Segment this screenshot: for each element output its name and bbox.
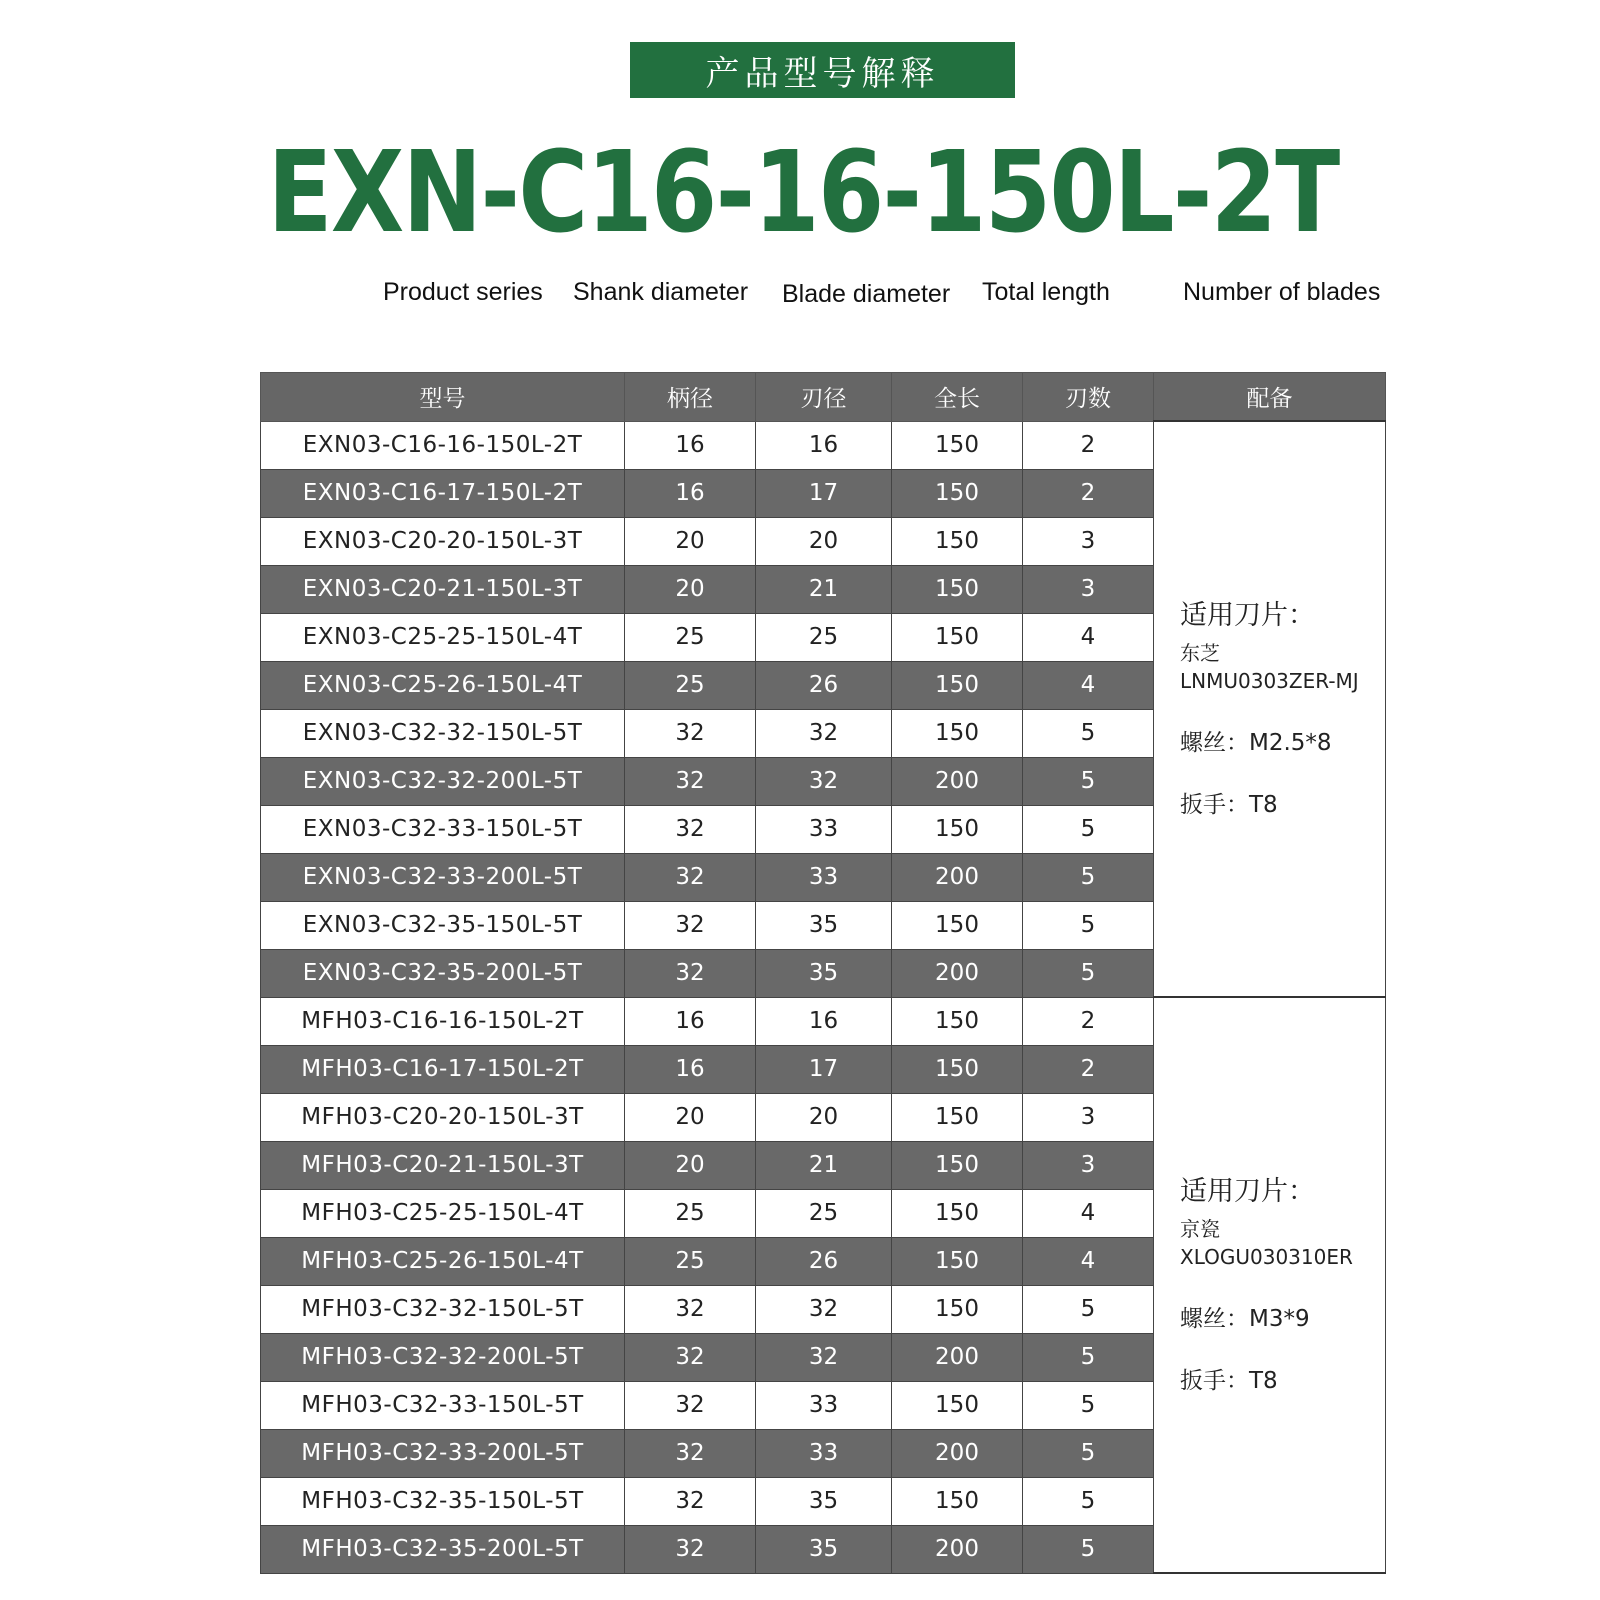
cell-shank: 32: [625, 853, 756, 901]
cell-model: EXN03-C32-32-200L-5T: [261, 757, 625, 805]
cell-blade-count: 2: [1023, 469, 1154, 517]
section-banner: [630, 42, 1015, 98]
cell-shank: 32: [625, 1333, 756, 1381]
accessory-brand: 京瓷: [1180, 1217, 1220, 1241]
cell-shank: 25: [625, 1189, 756, 1237]
cell-blade: 17: [756, 469, 892, 517]
cell-blade: 26: [756, 1237, 892, 1285]
cell-shank: 32: [625, 757, 756, 805]
cell-blade-count: 3: [1023, 565, 1154, 613]
table-body: [261, 421, 1386, 1573]
cell-model: EXN03-C20-21-150L-3T: [261, 565, 625, 613]
cell-model: EXN03-C16-16-150L-2T: [261, 421, 625, 469]
cell-model: MFH03-C16-16-150L-2T: [261, 997, 625, 1045]
cell-blade: 33: [756, 805, 892, 853]
cell-length: 200: [892, 1429, 1023, 1477]
cell-blade-count: 2: [1023, 1045, 1154, 1093]
cell-blade: 32: [756, 709, 892, 757]
legend-blade-diameter: Blade diameter: [782, 280, 951, 308]
cell-shank: 25: [625, 1237, 756, 1285]
accessory-insert-model: XLOGU030310ER: [1180, 1245, 1353, 1269]
model-code-title: EXN-C16-16-150L-2T: [267, 128, 1339, 258]
table-header-row: [261, 373, 1386, 422]
cell-shank: 16: [625, 1045, 756, 1093]
cell-shank: 16: [625, 469, 756, 517]
accessory-cell: [1154, 421, 1386, 997]
header-blade-count: 刃数: [1023, 373, 1154, 422]
cell-shank: 20: [625, 565, 756, 613]
cell-model: MFH03-C32-35-150L-5T: [261, 1477, 625, 1525]
table-row: [261, 997, 1386, 1045]
cell-length: 200: [892, 853, 1023, 901]
accessory-cell: [1154, 997, 1386, 1573]
cell-length: 150: [892, 517, 1023, 565]
legend-product-series: Product series: [383, 278, 543, 306]
cell-blade: 25: [756, 613, 892, 661]
cell-shank: 32: [625, 709, 756, 757]
cell-length: 150: [892, 1189, 1023, 1237]
cell-length: 200: [892, 1333, 1023, 1381]
cell-blade-count: 4: [1023, 1189, 1154, 1237]
cell-blade: 33: [756, 853, 892, 901]
cell-length: 200: [892, 949, 1023, 997]
banner-title: 产品型号解释: [705, 53, 940, 94]
cell-shank: 32: [625, 1477, 756, 1525]
cell-blade-count: 5: [1023, 1429, 1154, 1477]
cell-model: EXN03-C25-25-150L-4T: [261, 613, 625, 661]
cell-blade: 32: [756, 1285, 892, 1333]
cell-shank: 16: [625, 997, 756, 1045]
product-spec-table: [260, 372, 1386, 1574]
cell-length: 150: [892, 565, 1023, 613]
cell-length: 150: [892, 1141, 1023, 1189]
cell-length: 150: [892, 613, 1023, 661]
cell-shank: 32: [625, 949, 756, 997]
cell-length: 150: [892, 901, 1023, 949]
cell-blade-count: 4: [1023, 613, 1154, 661]
cell-blade-count: 4: [1023, 661, 1154, 709]
cell-blade: 32: [756, 757, 892, 805]
cell-model: MFH03-C32-33-150L-5T: [261, 1381, 625, 1429]
cell-blade: 16: [756, 421, 892, 469]
cell-blade-count: 5: [1023, 757, 1154, 805]
cell-model: MFH03-C32-32-200L-5T: [261, 1333, 625, 1381]
cell-model: EXN03-C20-20-150L-3T: [261, 517, 625, 565]
cell-model: MFH03-C32-35-200L-5T: [261, 1525, 625, 1573]
table-row: [261, 421, 1386, 469]
accessory-insert-model: LNMU0303ZER-MJ: [1180, 669, 1359, 693]
cell-blade-count: 3: [1023, 1093, 1154, 1141]
cell-blade-count: 3: [1023, 517, 1154, 565]
cell-shank: 20: [625, 1093, 756, 1141]
cell-length: 150: [892, 997, 1023, 1045]
cell-blade-count: 2: [1023, 421, 1154, 469]
cell-length: 150: [892, 1093, 1023, 1141]
accessory-screw: 螺丝：M2.5*8: [1180, 730, 1332, 756]
cell-model: MFH03-C25-26-150L-4T: [261, 1237, 625, 1285]
cell-blade: 21: [756, 565, 892, 613]
cell-blade-count: 5: [1023, 949, 1154, 997]
cell-model: MFH03-C16-17-150L-2T: [261, 1045, 625, 1093]
cell-blade-count: 5: [1023, 1477, 1154, 1525]
cell-model: MFH03-C32-32-150L-5T: [261, 1285, 625, 1333]
accessory-screw: 螺丝：M3*9: [1180, 1306, 1310, 1332]
cell-length: 200: [892, 1525, 1023, 1573]
cell-length: 150: [892, 1285, 1023, 1333]
cell-shank: 32: [625, 1429, 756, 1477]
cell-length: 150: [892, 661, 1023, 709]
cell-blade: 35: [756, 1525, 892, 1573]
cell-model: EXN03-C32-33-150L-5T: [261, 805, 625, 853]
cell-shank: 32: [625, 805, 756, 853]
accessory-title: 适用刀片：: [1180, 600, 1315, 631]
cell-blade: 33: [756, 1429, 892, 1477]
cell-model: EXN03-C32-35-200L-5T: [261, 949, 625, 997]
cell-blade-count: 5: [1023, 901, 1154, 949]
cell-blade: 25: [756, 1189, 892, 1237]
cell-length: 150: [892, 709, 1023, 757]
cell-model: MFH03-C20-20-150L-3T: [261, 1093, 625, 1141]
cell-blade-count: 5: [1023, 1285, 1154, 1333]
cell-blade-count: 3: [1023, 1141, 1154, 1189]
cell-model: MFH03-C20-21-150L-3T: [261, 1141, 625, 1189]
cell-blade: 21: [756, 1141, 892, 1189]
model-code-legend: [0, 278, 1600, 318]
cell-shank: 25: [625, 661, 756, 709]
cell-blade-count: 5: [1023, 805, 1154, 853]
cell-blade: 17: [756, 1045, 892, 1093]
cell-shank: 20: [625, 1141, 756, 1189]
cell-blade: 33: [756, 1381, 892, 1429]
cell-length: 150: [892, 1045, 1023, 1093]
header-model: 型号: [261, 373, 625, 422]
cell-length: 150: [892, 1477, 1023, 1525]
cell-shank: 32: [625, 901, 756, 949]
cell-length: 150: [892, 1237, 1023, 1285]
cell-blade-count: 5: [1023, 1525, 1154, 1573]
cell-blade: 32: [756, 1333, 892, 1381]
cell-blade: 26: [756, 661, 892, 709]
cell-model: MFH03-C25-25-150L-4T: [261, 1189, 625, 1237]
cell-length: 150: [892, 805, 1023, 853]
header-length: 全长: [892, 373, 1023, 422]
cell-blade: 16: [756, 997, 892, 1045]
accessory-title: 适用刀片：: [1180, 1176, 1315, 1207]
cell-length: 150: [892, 1381, 1023, 1429]
cell-model: EXN03-C32-35-150L-5T: [261, 901, 625, 949]
header-blade: 刃径: [756, 373, 892, 422]
cell-blade: 20: [756, 1093, 892, 1141]
cell-blade: 35: [756, 1477, 892, 1525]
cell-blade-count: 4: [1023, 1237, 1154, 1285]
legend-total-length: Total length: [982, 278, 1110, 306]
cell-blade-count: 2: [1023, 997, 1154, 1045]
cell-blade-count: 5: [1023, 709, 1154, 757]
cell-shank: 20: [625, 517, 756, 565]
cell-model: EXN03-C32-33-200L-5T: [261, 853, 625, 901]
cell-model: MFH03-C32-33-200L-5T: [261, 1429, 625, 1477]
cell-blade: 35: [756, 901, 892, 949]
accessory-brand: 东芝: [1180, 641, 1220, 665]
accessory-wrench: 扳手：T8: [1180, 792, 1278, 818]
legend-number-of-blades: Number of blades: [1183, 278, 1381, 306]
cell-shank: 32: [625, 1525, 756, 1573]
header-shank: 柄径: [625, 373, 756, 422]
cell-model: EXN03-C16-17-150L-2T: [261, 469, 625, 517]
cell-model: EXN03-C32-32-150L-5T: [261, 709, 625, 757]
header-accessory: 配备: [1154, 373, 1386, 422]
cell-shank: 32: [625, 1381, 756, 1429]
cell-shank: 32: [625, 1285, 756, 1333]
cell-length: 150: [892, 421, 1023, 469]
cell-blade-count: 5: [1023, 1333, 1154, 1381]
cell-blade-count: 5: [1023, 1381, 1154, 1429]
cell-shank: 25: [625, 613, 756, 661]
accessory-wrench: 扳手：T8: [1180, 1368, 1278, 1394]
cell-length: 150: [892, 469, 1023, 517]
cell-model: EXN03-C25-26-150L-4T: [261, 661, 625, 709]
cell-shank: 16: [625, 421, 756, 469]
cell-blade: 20: [756, 517, 892, 565]
cell-length: 200: [892, 757, 1023, 805]
legend-shank-diameter: Shank diameter: [573, 278, 749, 306]
cell-blade-count: 5: [1023, 853, 1154, 901]
cell-blade: 35: [756, 949, 892, 997]
